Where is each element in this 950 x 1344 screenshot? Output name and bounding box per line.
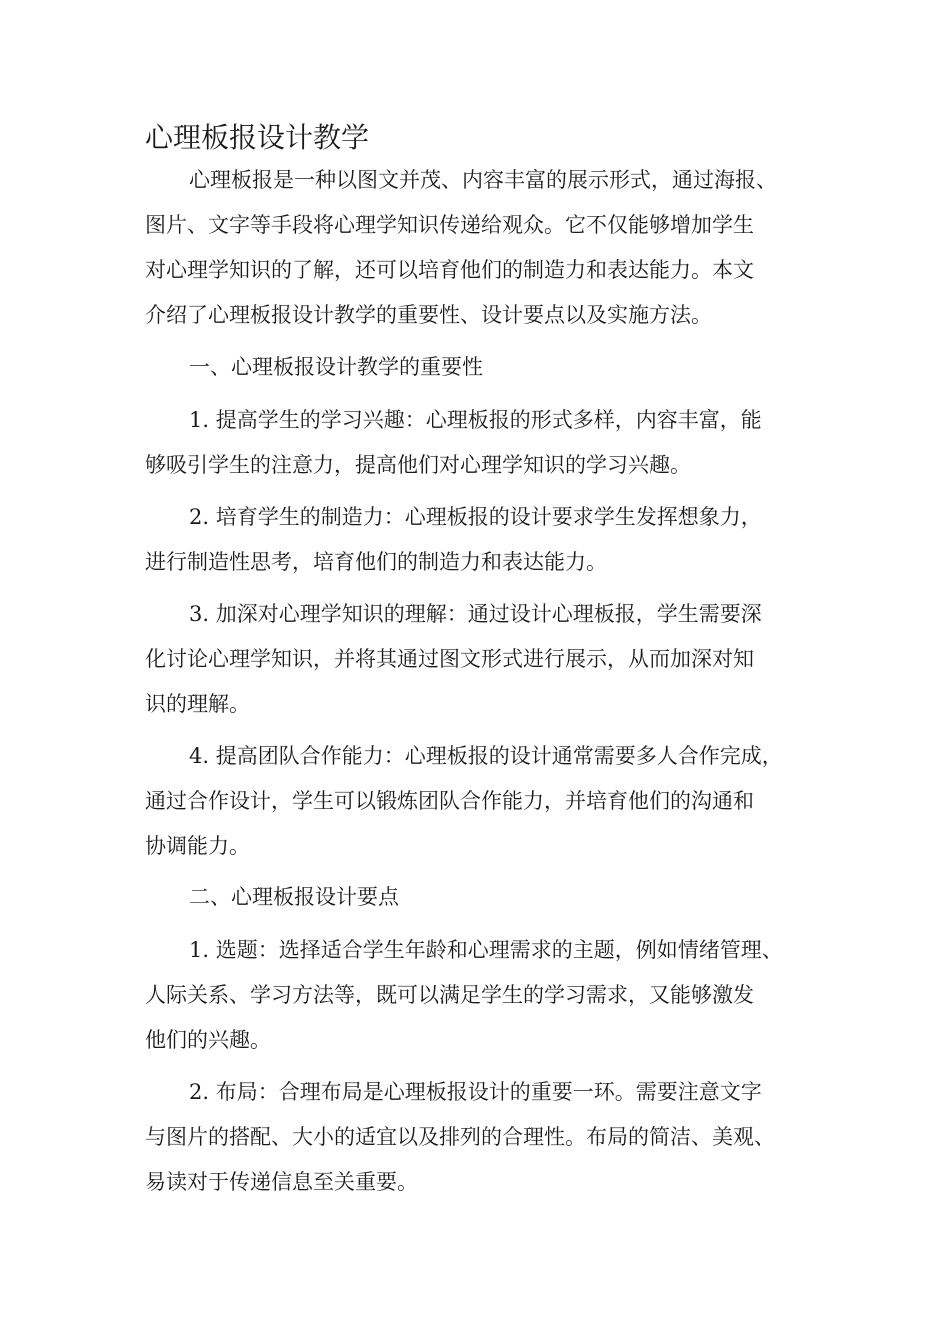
paragraph-line: 易读对于传递信息至关重要。 <box>145 1170 418 1194</box>
list-item <box>145 592 762 727</box>
paragraph-line: 进行制造性思考，培育他们的制造力和表达能力。 <box>145 550 607 574</box>
paragraph-line: 识的理解。 <box>145 692 250 716</box>
paragraph-line: 1. 提高学生的学习兴趣：心理板报的形式多样，内容丰富，能 <box>189 408 762 432</box>
list-item <box>145 928 783 1063</box>
paragraph-line: 人际关系、学习方法等，既可以满足学生的学习需求，又能够激发 <box>145 983 754 1007</box>
section-heading-text: 一、心理板报设计教学的重要性 <box>189 355 483 379</box>
paragraph-line: 化讨论心理学知识，并将其通过图文形式进行展示，从而加深对知 <box>145 647 754 671</box>
paragraph-line: 够吸引学生的注意力，提高他们对心理学知识的学习兴趣。 <box>145 453 691 477</box>
paragraph-line: 心理板报是一种以图文并茂、内容丰富的展示形式，通过海报、 <box>189 168 777 192</box>
section-heading-importance <box>145 345 483 390</box>
paragraph-line: 1. 选题：选择适合学生年龄和心理需求的主题，例如情绪管理、 <box>189 938 783 962</box>
paragraph-line: 协调能力。 <box>145 834 250 858</box>
list-item <box>145 495 762 585</box>
paragraph-line: 通过合作设计，学生可以锻炼团队合作能力，并培育他们的沟通和 <box>145 789 754 813</box>
paragraph-line: 2. 布局：合理布局是心理板报设计的重要一环。需要注意文字 <box>189 1080 762 1104</box>
paragraph-line: 2. 培育学生的制造力：心理板报的设计要求学生发挥想象力， <box>189 505 762 529</box>
section-heading-text: 二、心理板报设计要点 <box>189 885 399 909</box>
paragraph-line: 对心理学知识的了解，还可以培育他们的制造力和表达能力。本文 <box>145 258 754 282</box>
paragraph-line: 4. 提高团队合作能力：心理板报的设计通常需要多人合作完成， <box>189 744 783 768</box>
paragraph-intro <box>145 158 777 338</box>
paragraph-line: 与图片的搭配、大小的适宜以及排列的合理性。布局的简洁、美观、 <box>145 1125 775 1149</box>
list-item <box>145 734 783 869</box>
page-title: 心理板报设计教学 <box>145 121 370 154</box>
section-heading-design-points <box>145 875 399 920</box>
paragraph-line: 他们的兴趣。 <box>145 1028 271 1052</box>
list-item <box>145 398 762 488</box>
paragraph-line: 3. 加深对心理学知识的理解：通过设计心理板报，学生需要深 <box>189 602 762 626</box>
list-item <box>145 1070 775 1205</box>
paragraph-line: 介绍了心理板报设计教学的重要性、设计要点以及实施方法。 <box>145 303 712 327</box>
paragraph-line: 图片、文字等手段将心理学知识传递给观众。它不仅能够增加学生 <box>145 213 754 237</box>
